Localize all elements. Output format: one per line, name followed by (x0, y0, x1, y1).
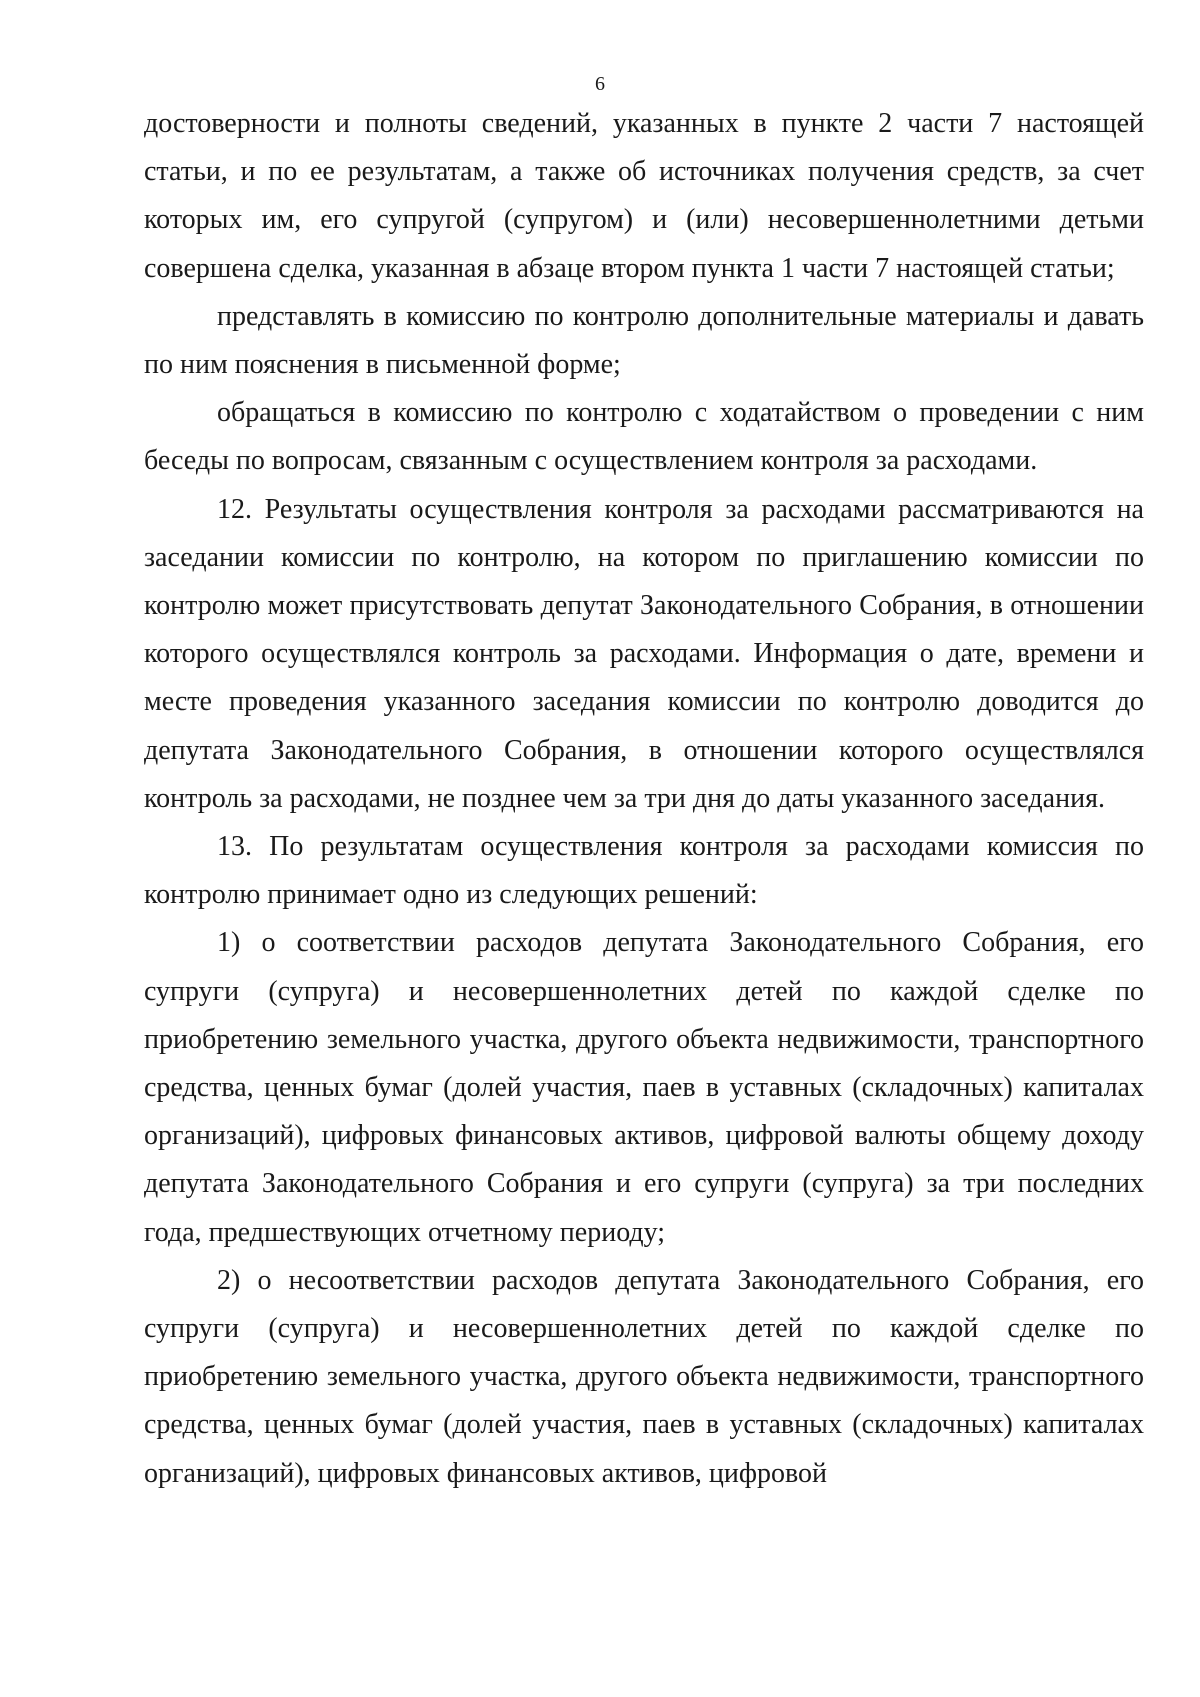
paragraph-item-13: 13. По результатам осуществления контроля за расходами комиссия по контролю принимает одно из следующих решений: (144, 831, 1144, 911)
paragraph-subitem-1: 1) о соответствии расходов депутата Законодательного Собрания, его супруги (супруга) и несовершеннолетних детей по каждой сделке по приобретению земельного участка, другого объекта недвижимости, транспортного средства, ценных бумаг (долей участия, паев в уставных (складочных) капиталах организаций), цифровых финансовых активов, цифровой валюты общему доходу депутата Законодательного Собрания и его супруги (супруга) за три последних года, предшествующих отчетному периоду; (144, 927, 1144, 1248)
paragraph-petition-interview: обращаться в комиссию по контролю с ходатайством о проведении с ним беседы по вопросам, связанным с осуществлением контроля за расходами. (144, 397, 1144, 477)
document-body (144, 100, 1144, 1498)
paragraph-subitem-2: 2) о несоответствии расходов депутата Законодательного Собрания, его супруги (супруга) и несовершеннолетних детей по каждой сделке по приобретению земельного участка, другого объекта недвижимости, транспортного средства, ценных бумаг (долей участия, паев в уставных (складочных) капиталах организаций), цифровых финансовых активов, цифровой (144, 1264, 1144, 1489)
paragraph-continuation: достоверности и полноты сведений, указанных в пункте 2 части 7 настоящей статьи, и по ее результатам, а также об источниках получения средств, за счет которых им, его супругой (супругом) и (или) несовершеннолетними детьми совершена сделка, указанная в абзаце втором пункта 1 части 7 настоящей статьи; (144, 108, 1144, 284)
page-number: 6 (595, 73, 605, 95)
paragraph-item-12: 12. Результаты осуществления контроля за расходами рассматриваются на заседании комиссии по контролю, на котором по приглашению комиссии по контролю может присутствовать депутат Законодательного Собрания, в отношении которого осуществлялся контроль за расходами. Информация о дате, времени и месте проведения указанного заседания комиссии по контролю доводится до депутата Законодательного Собрания, в отношении которого осуществлялся контроль за расходами, не позднее чем за три дня до даты указанного заседания. (144, 493, 1144, 814)
paragraph-submit-materials: представлять в комиссию по контролю дополнительные материалы и давать по ним пояснения в письменной форме; (144, 300, 1144, 381)
